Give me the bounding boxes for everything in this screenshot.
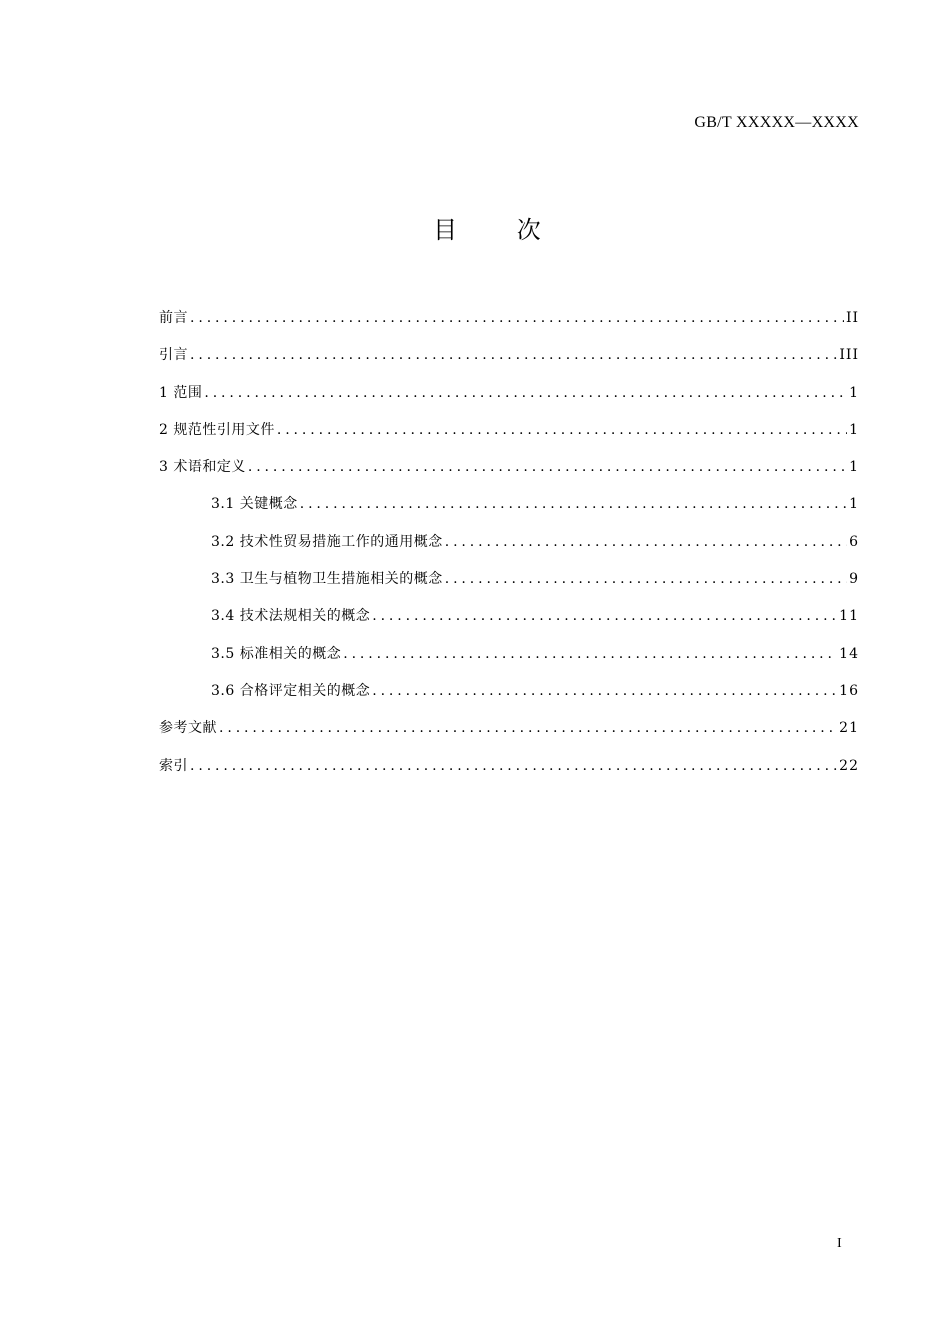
toc-entry-page: 1 — [849, 459, 859, 476]
toc-entry-label: 3 术语和定义 — [159, 459, 246, 476]
dot-leader — [277, 412, 847, 449]
dot-leader — [372, 673, 837, 710]
toc-entry-scope[interactable] — [159, 375, 859, 412]
page-number: I — [837, 1236, 842, 1251]
toc-entry-page: 9 — [849, 571, 859, 588]
table-of-contents — [159, 300, 859, 785]
toc-entry-label: 3.2 技术性贸易措施工作的通用概念 — [211, 533, 443, 550]
toc-entry-page: 22 — [839, 757, 859, 774]
toc-entry-page: 14 — [839, 645, 859, 662]
dot-leader — [445, 561, 847, 598]
toc-entry-label: 引言 — [159, 347, 188, 364]
toc-entry-3-1[interactable] — [159, 486, 859, 523]
toc-entry-label: 前言 — [159, 310, 188, 326]
dot-leader — [445, 524, 847, 561]
toc-entry-3-4[interactable] — [159, 598, 859, 635]
toc-entry-label: 1 范围 — [159, 384, 203, 401]
document-code: GB/T XXXXX—XXXX — [694, 114, 859, 131]
page-title: 目 次 — [433, 216, 567, 244]
dot-leader — [372, 598, 837, 635]
dot-leader — [300, 486, 847, 523]
toc-entry-label: 3.6 合格评定相关的概念 — [211, 682, 371, 699]
toc-entry-terms-definitions[interactable] — [159, 449, 859, 486]
toc-entry-page: 11 — [839, 608, 859, 625]
toc-entry-page: 1 — [849, 496, 859, 513]
toc-entry-normative-references[interactable] — [159, 412, 859, 449]
toc-entry-label: 3.4 技术法规相关的概念 — [211, 608, 371, 625]
toc-entry-label: 2 规范性引用文件 — [159, 421, 275, 438]
toc-entry-3-2[interactable] — [159, 524, 859, 561]
toc-entry-index[interactable] — [159, 748, 859, 785]
toc-entry-page: III — [839, 347, 859, 364]
toc-entry-label: 3.5 标准相关的概念 — [211, 645, 342, 662]
toc-entry-foreword[interactable] — [159, 300, 859, 337]
dot-leader — [343, 636, 837, 673]
toc-entry-bibliography[interactable] — [159, 710, 859, 747]
toc-entry-label: 3.3 卫生与植物卫生措施相关的概念 — [211, 571, 443, 588]
dot-leader — [190, 748, 837, 785]
toc-entry-page: 6 — [849, 533, 859, 550]
dot-leader — [190, 337, 837, 374]
toc-entry-3-5[interactable] — [159, 636, 859, 673]
toc-entry-3-6[interactable] — [159, 673, 859, 710]
toc-entry-page: 1 — [849, 421, 859, 438]
toc-entry-3-3[interactable] — [159, 561, 859, 598]
dot-leader — [190, 300, 844, 337]
toc-entry-page: 1 — [849, 384, 859, 401]
dot-leader — [204, 375, 847, 412]
toc-entry-page: 21 — [839, 720, 859, 737]
toc-entry-label: 参考文献 — [159, 720, 217, 737]
toc-entry-page: 16 — [839, 682, 859, 699]
dot-leader — [219, 710, 837, 747]
toc-entry-label: 3.1 关键概念 — [211, 496, 298, 513]
toc-entry-page: II — [845, 310, 859, 326]
toc-entry-label: 索引 — [159, 757, 188, 774]
toc-entry-introduction[interactable] — [159, 337, 859, 374]
dot-leader — [248, 449, 847, 486]
